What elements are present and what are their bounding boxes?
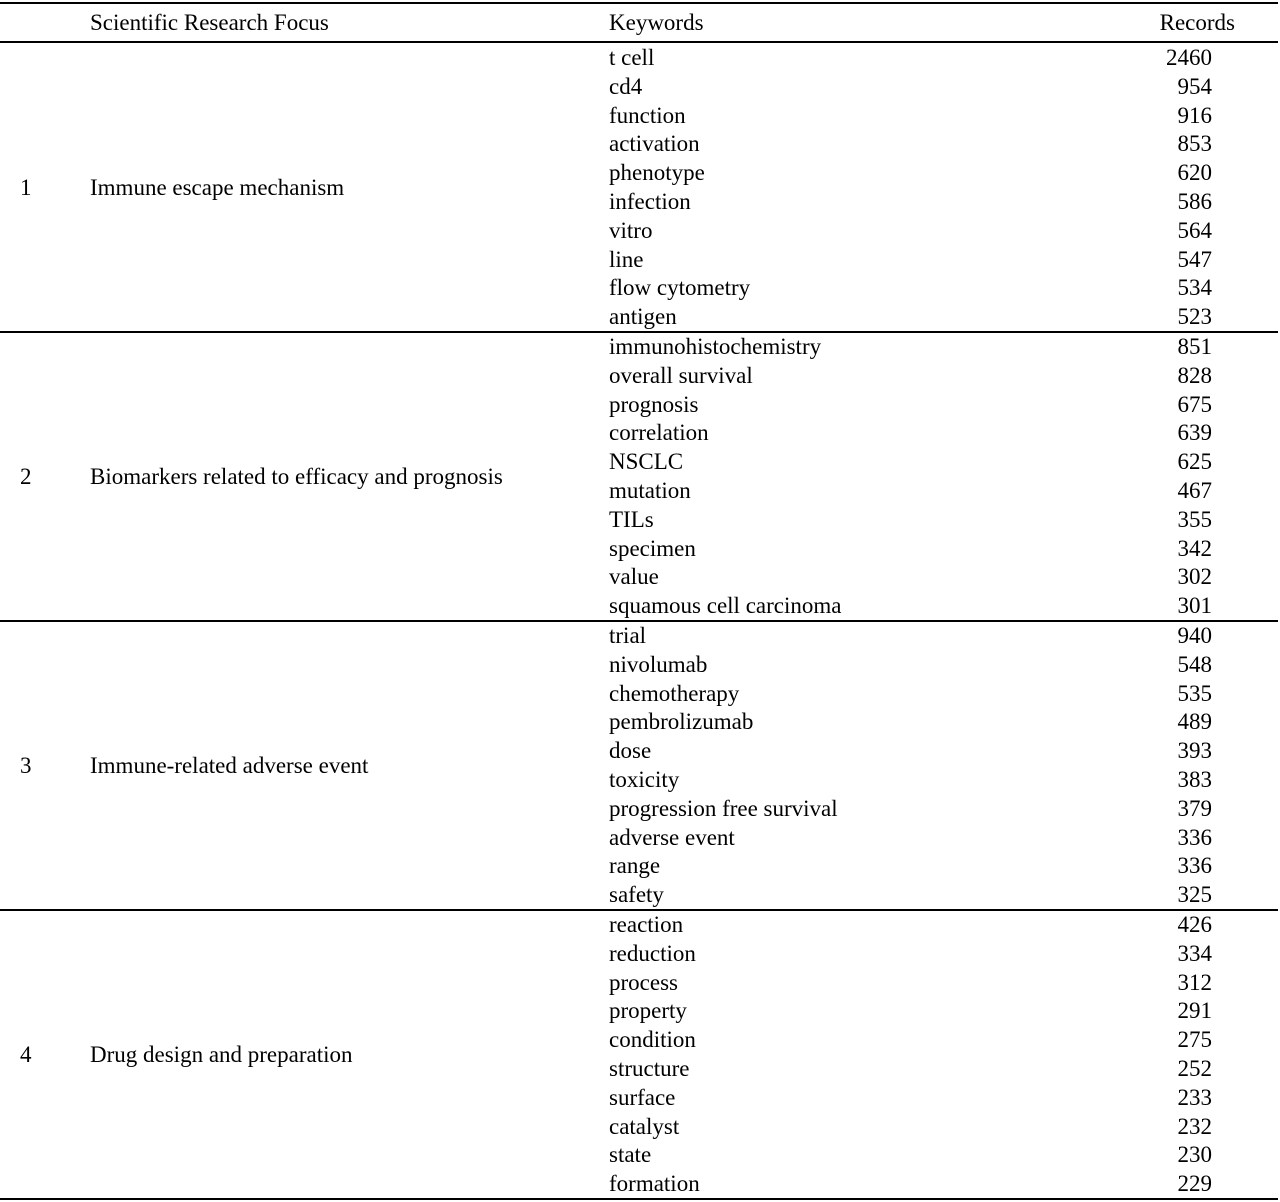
records-cell: 954 bbox=[1177, 73, 1212, 99]
keyword-cell: t cell bbox=[609, 45, 655, 70]
keyword-cell: dose bbox=[609, 738, 652, 764]
records-cell: 302 bbox=[1177, 564, 1212, 590]
bottom-rule bbox=[0, 1198, 1278, 1200]
keyword-cell: immunohistochemistry bbox=[609, 334, 822, 359]
records-cell: 675 bbox=[1177, 391, 1212, 417]
records-cell: 523 bbox=[1177, 304, 1212, 330]
records-cell: 828 bbox=[1177, 362, 1212, 388]
keyword-cell: range bbox=[609, 853, 661, 879]
records-cell: 383 bbox=[1177, 767, 1212, 792]
records-cell: 639 bbox=[1177, 420, 1212, 446]
records-cell: 564 bbox=[1177, 217, 1212, 243]
keyword-cell: phenotype bbox=[609, 160, 705, 186]
keyword-cell: adverse event bbox=[609, 824, 735, 850]
records-cell: 625 bbox=[1177, 449, 1212, 475]
keyword-cell: reaction bbox=[609, 912, 684, 937]
group-index: 4 bbox=[20, 1041, 32, 1067]
records-cell: 535 bbox=[1177, 680, 1212, 706]
header-focus: Scientific Research Focus bbox=[90, 10, 329, 35]
records-cell: 586 bbox=[1177, 189, 1212, 214]
group-focus: Immune escape mechanism bbox=[90, 174, 345, 200]
records-cell: 325 bbox=[1177, 882, 1212, 908]
keyword-cell: condition bbox=[609, 1027, 696, 1053]
keyword-cell: process bbox=[609, 969, 678, 995]
records-cell: 467 bbox=[1177, 478, 1212, 503]
group-focus: Biomarkers related to efficacy and prognosis bbox=[90, 463, 503, 489]
keyword-cell: specimen bbox=[609, 535, 696, 561]
keyword-cell: NSCLC bbox=[609, 449, 684, 475]
keyword-cell: structure bbox=[609, 1056, 690, 1081]
keyword-cell: correlation bbox=[609, 420, 709, 446]
records-cell: 312 bbox=[1177, 969, 1212, 995]
records-cell: 940 bbox=[1177, 623, 1212, 648]
keyword-cell: toxicity bbox=[609, 767, 680, 792]
records-cell: 548 bbox=[1177, 651, 1212, 677]
keyword-cell: pembrolizumab bbox=[609, 709, 754, 735]
keyword-cell: catalyst bbox=[609, 1113, 680, 1139]
records-cell: 547 bbox=[1177, 246, 1212, 272]
records-cell: 489 bbox=[1177, 709, 1212, 735]
records-cell: 252 bbox=[1177, 1056, 1212, 1081]
records-cell: 230 bbox=[1177, 1142, 1212, 1168]
group-focus: Immune-related adverse event bbox=[90, 752, 369, 778]
records-cell: 620 bbox=[1177, 160, 1212, 186]
records-cell: 534 bbox=[1177, 275, 1212, 301]
keyword-cell: progression free survival bbox=[609, 795, 838, 821]
keyword-cell: reduction bbox=[609, 940, 696, 966]
records-cell: 342 bbox=[1177, 535, 1212, 561]
records-cell: 233 bbox=[1177, 1084, 1212, 1110]
keyword-cell: vitro bbox=[609, 217, 653, 243]
keyword-cell: antigen bbox=[609, 304, 677, 330]
keyword-cell: squamous cell carcinoma bbox=[609, 593, 842, 619]
keyword-cell: mutation bbox=[609, 478, 691, 503]
keyword-cell: formation bbox=[609, 1171, 700, 1197]
records-cell: 393 bbox=[1177, 738, 1212, 764]
records-cell: 916 bbox=[1177, 102, 1212, 128]
keyword-cell: chemotherapy bbox=[609, 680, 740, 706]
keyword-cell: cd4 bbox=[609, 73, 643, 99]
header-rule bbox=[0, 41, 1278, 43]
keyword-cell: overall survival bbox=[609, 362, 753, 388]
keyword-cell: activation bbox=[609, 131, 700, 157]
records-cell: 336 bbox=[1177, 824, 1212, 850]
records-cell: 275 bbox=[1177, 1027, 1212, 1053]
header-records: Records bbox=[1159, 10, 1235, 35]
records-cell: 379 bbox=[1177, 795, 1212, 821]
records-cell: 301 bbox=[1177, 593, 1212, 619]
keyword-cell: value bbox=[609, 564, 659, 590]
keyword-cell: flow cytometry bbox=[609, 275, 751, 301]
keyword-cell: surface bbox=[609, 1084, 676, 1110]
records-cell: 336 bbox=[1177, 853, 1212, 879]
keyword-cell: nivolumab bbox=[609, 651, 708, 677]
keyword-cell: TILs bbox=[609, 506, 654, 532]
group-index: 3 bbox=[20, 752, 32, 778]
keyword-cell: trial bbox=[609, 623, 647, 648]
keyword-cell: function bbox=[609, 102, 686, 128]
top-rule bbox=[0, 2, 1278, 4]
records-cell: 291 bbox=[1177, 998, 1212, 1024]
records-cell: 229 bbox=[1177, 1171, 1212, 1197]
keyword-cell: state bbox=[609, 1142, 652, 1168]
records-cell: 334 bbox=[1177, 940, 1212, 966]
group-index: 2 bbox=[20, 463, 32, 489]
header-keywords: Keywords bbox=[609, 10, 704, 35]
keyword-cell: safety bbox=[609, 882, 664, 908]
records-cell: 853 bbox=[1177, 131, 1212, 157]
records-cell: 2460 bbox=[1166, 45, 1212, 70]
group-focus: Drug design and preparation bbox=[90, 1041, 353, 1067]
group-index: 1 bbox=[20, 174, 32, 200]
records-cell: 426 bbox=[1177, 912, 1212, 937]
records-cell: 851 bbox=[1177, 334, 1212, 359]
keyword-cell: line bbox=[609, 246, 644, 272]
records-cell: 232 bbox=[1177, 1113, 1212, 1139]
keyword-cell: prognosis bbox=[609, 391, 699, 417]
records-cell: 355 bbox=[1177, 506, 1212, 532]
keyword-cell: property bbox=[609, 998, 687, 1024]
keyword-cell: infection bbox=[609, 189, 691, 214]
